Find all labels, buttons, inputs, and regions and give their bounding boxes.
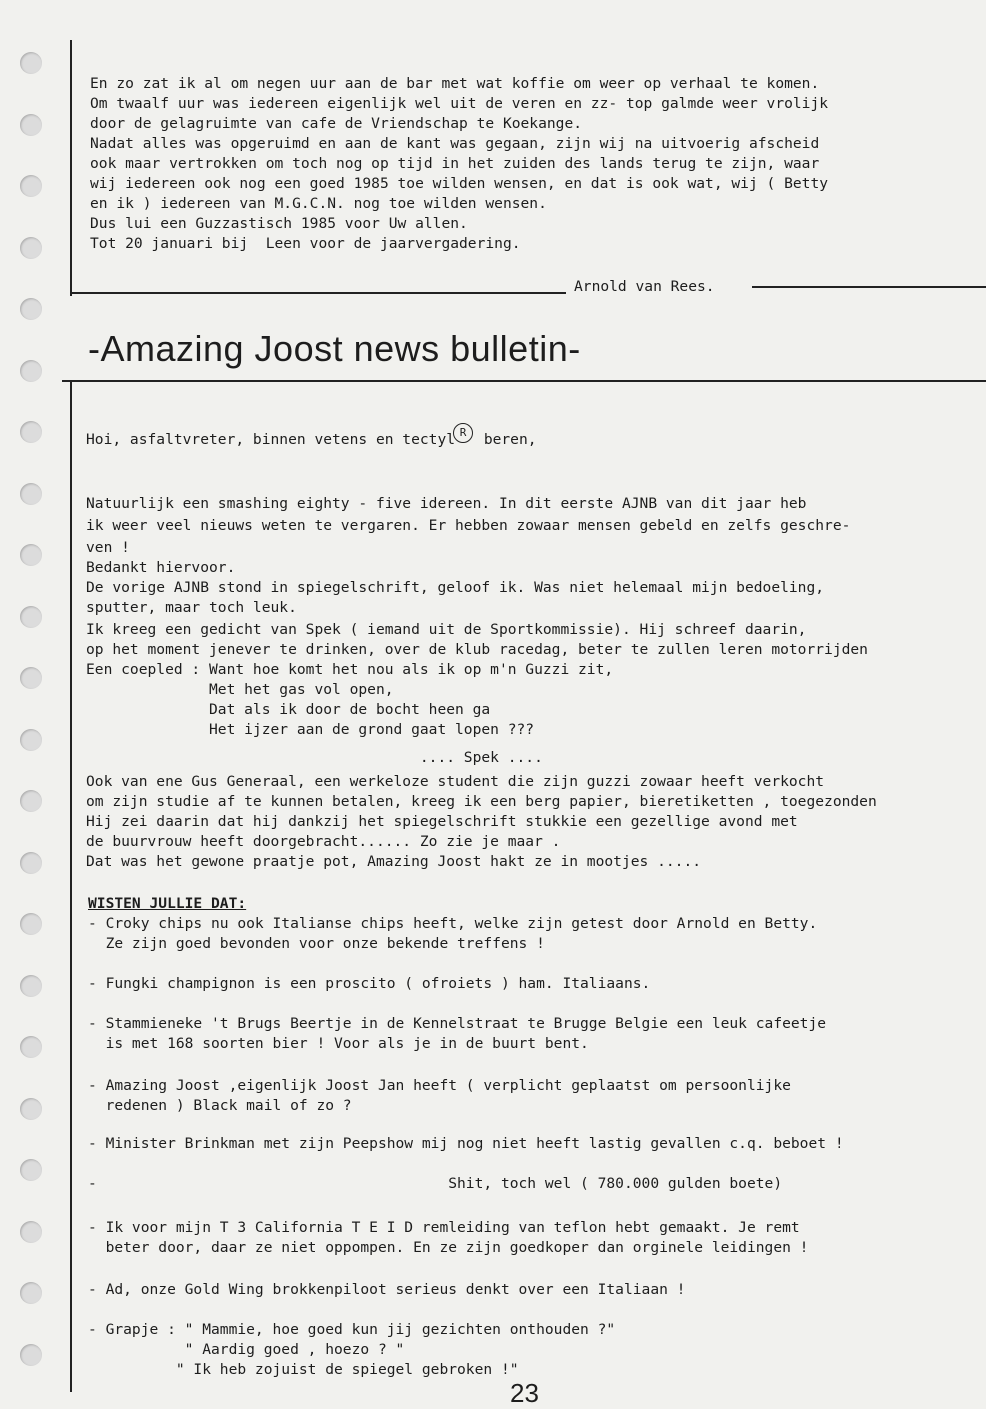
letter-line-9: Tot 20 januari bij Leen voor de jaarvergadering. [90, 235, 521, 252]
binder-hole-icon [20, 1159, 42, 1181]
binder-hole-icon [20, 1282, 42, 1304]
letter-line-7: en ik ) iedereen van M.G.C.N. nog toe wilden wensen. [90, 195, 547, 212]
list-item: - Grapje : " Mammie, hoe goed kun jij gezichten onthouden ?" [88, 1321, 616, 1338]
letter-line-1: En zo zat ik al om negen uur aan de bar met wat koffie om weer op verhaal te komen. [90, 75, 820, 92]
list-item-cont: is met 168 soorten bier ! Voor als je in de buurt bent. [88, 1035, 589, 1052]
bulletin-line: Ook van ene Gus Generaal, een werkeloze student die zijn guzzi zowaar heeft verkocht [86, 773, 825, 790]
bulletin-line: Ik kreeg een gedicht van Spek ( iemand uit de Sportkommissie). Hij schreef daarin, [86, 621, 807, 638]
poem-line: Dat als ik door de bocht heen ga [86, 701, 491, 718]
letter-line-2: Om twaalf uur was iedereen eigenlijk wel uit de veren en zz- top galmde weer vrolijk [90, 95, 829, 112]
registered-mark-icon: R [453, 423, 473, 443]
list-item-cont: beter door, daar ze niet oppompen. En ze zijn goedkoper dan orginele leidingen ! [88, 1239, 809, 1256]
binder-hole-icon [20, 1344, 42, 1366]
list-item-cont: Ze zijn goed bevonden voor onze bekende treffens ! [88, 935, 545, 952]
binder-hole-icon [20, 729, 42, 751]
binder-hole-icon [20, 667, 42, 689]
list-item-cont: redenen ) Black mail of zo ? [88, 1097, 352, 1114]
bulletin-line: de buurvrouw heeft doorgebracht...... Zo zie je maar . [86, 833, 561, 850]
list-item: - Fungki champignon is een proscito ( ofroiets ) ham. Italiaans. [88, 975, 651, 992]
bulletin-line: Natuurlijk een smashing eighty - five idereen. In dit eerste AJNB van dit jaar heb [86, 495, 807, 512]
bulletin-title: -Amazing Joost news bulletin- [88, 328, 581, 369]
list-item: - Stammieneke 't Brugs Beertje in de Kennelstraat te Brugge Belgie een leuk cafeetje [88, 1015, 827, 1032]
letter-box-rule-left [70, 292, 566, 294]
binder-hole-icon [20, 360, 42, 382]
binder-hole-icon [20, 1098, 42, 1120]
binder-hole-icon [20, 114, 42, 136]
binder-hole-icon [20, 421, 42, 443]
bulletin-line: Hij zei daarin dat hij dankzij het spiegelschrift stukkie een gezellige avond met [86, 813, 798, 830]
list-item: - Ad, onze Gold Wing brokkenpiloot serieus denkt over een Italiaan ! [88, 1281, 686, 1298]
binder-hole-icon [20, 852, 42, 874]
binder-hole-icon [20, 1221, 42, 1243]
greeting-text-b: beren, [475, 431, 537, 448]
binder-holes [0, 0, 60, 1402]
list-item-cont: " Aardig goed , hoezo ? " [88, 1341, 405, 1358]
bulletin-box-cap [62, 380, 72, 382]
bulletin-greeting [86, 426, 537, 451]
binder-hole-icon [20, 298, 42, 320]
binder-hole-icon [20, 913, 42, 935]
binder-hole-icon [20, 790, 42, 812]
letter-line-5: ook maar vertrokken om toch nog op tijd in het zuiden des lands terug te zijn, waar [90, 155, 820, 172]
binder-hole-icon [20, 237, 42, 259]
letter-line-4: Nadat alles was opgeruimd en aan de kant was gegaan, zijn wij na uitvoerig afscheid [90, 135, 820, 152]
section-heading: WISTEN JULLIE DAT: [88, 895, 247, 912]
bulletin-line: ik weer veel nieuws weten te vergaren. Er hebben zowaar mensen gebeld en zelfs geschre- [86, 517, 851, 534]
poem-line: Met het gas vol open, [86, 681, 394, 698]
list-item: - Amazing Joost ,eigenlijk Joost Jan heeft ( verplicht geplaatst om persoonlijke [88, 1077, 791, 1094]
binder-hole-icon [20, 52, 42, 74]
bulletin-line: op het moment jenever te drinken, over de klub racedag, beter te zullen leren motorrijden [86, 641, 868, 658]
list-item: - Minister Brinkman met zijn Peepshow mij nog niet heeft lastig gevallen c.q. beboet ! [88, 1135, 844, 1152]
letter-line-6: wij iedereen ook nog een goed 1985 toe wilden wensen, en dat is ook wat, wij ( Betty [90, 175, 829, 192]
letter-signature: Arnold van Rees. [574, 278, 715, 295]
letter-box-rule-right [752, 286, 986, 288]
page-number: 23 [510, 1378, 539, 1408]
bulletin-line: Een coepled : Want hoe komt het nou als ik op m'n Guzzi zit, [86, 661, 614, 678]
bulletin-line: De vorige AJNB stond in spiegelschrift, geloof ik. Was niet helemaal mijn bedoeling, [86, 579, 825, 596]
list-item: - Ik voor mijn T 3 California T E I D remleiding van teflon hebt gemaakt. Je remt [88, 1219, 800, 1236]
binder-hole-icon [20, 483, 42, 505]
binder-hole-icon [20, 544, 42, 566]
binder-hole-icon [20, 1036, 42, 1058]
letter-line-8: Dus lui een Guzzastisch 1985 voor Uw allen. [90, 215, 468, 232]
binder-hole-icon [20, 975, 42, 997]
list-item: - Croky chips nu ook Italianse chips heeft, welke zijn getest door Arnold en Betty. [88, 915, 818, 932]
binder-hole-icon [20, 606, 42, 628]
letter-line-3: door de gelagruimte van cafe de Vriendschap te Koekange. [90, 115, 583, 132]
bulletin-line: sputter, maar toch leuk. [86, 599, 297, 616]
bulletin-line: om zijn studie af te kunnen betalen, kreeg ik een berg papier, bieretiketten , toegezonden [86, 793, 877, 810]
bulletin-line: Dat was het gewone praatje pot, Amazing Joost hakt ze in mootjes ..... [86, 853, 702, 870]
bulletin-line: Bedankt hiervoor. [86, 559, 236, 576]
bulletin-line: ven ! [86, 539, 130, 556]
list-item: - Shit, toch wel ( 780.000 gulden boete) [88, 1175, 783, 1192]
binder-hole-icon [20, 175, 42, 197]
poem-signature: .... Spek .... [86, 749, 543, 766]
poem-line: Het ijzer aan de grond gaat lopen ??? [86, 721, 535, 738]
list-item-cont: " Ik heb zojuist de spiegel gebroken !" [88, 1361, 519, 1378]
greeting-text-a: Hoi, asfaltvreter, binnen vetens en tectyl [86, 431, 456, 448]
